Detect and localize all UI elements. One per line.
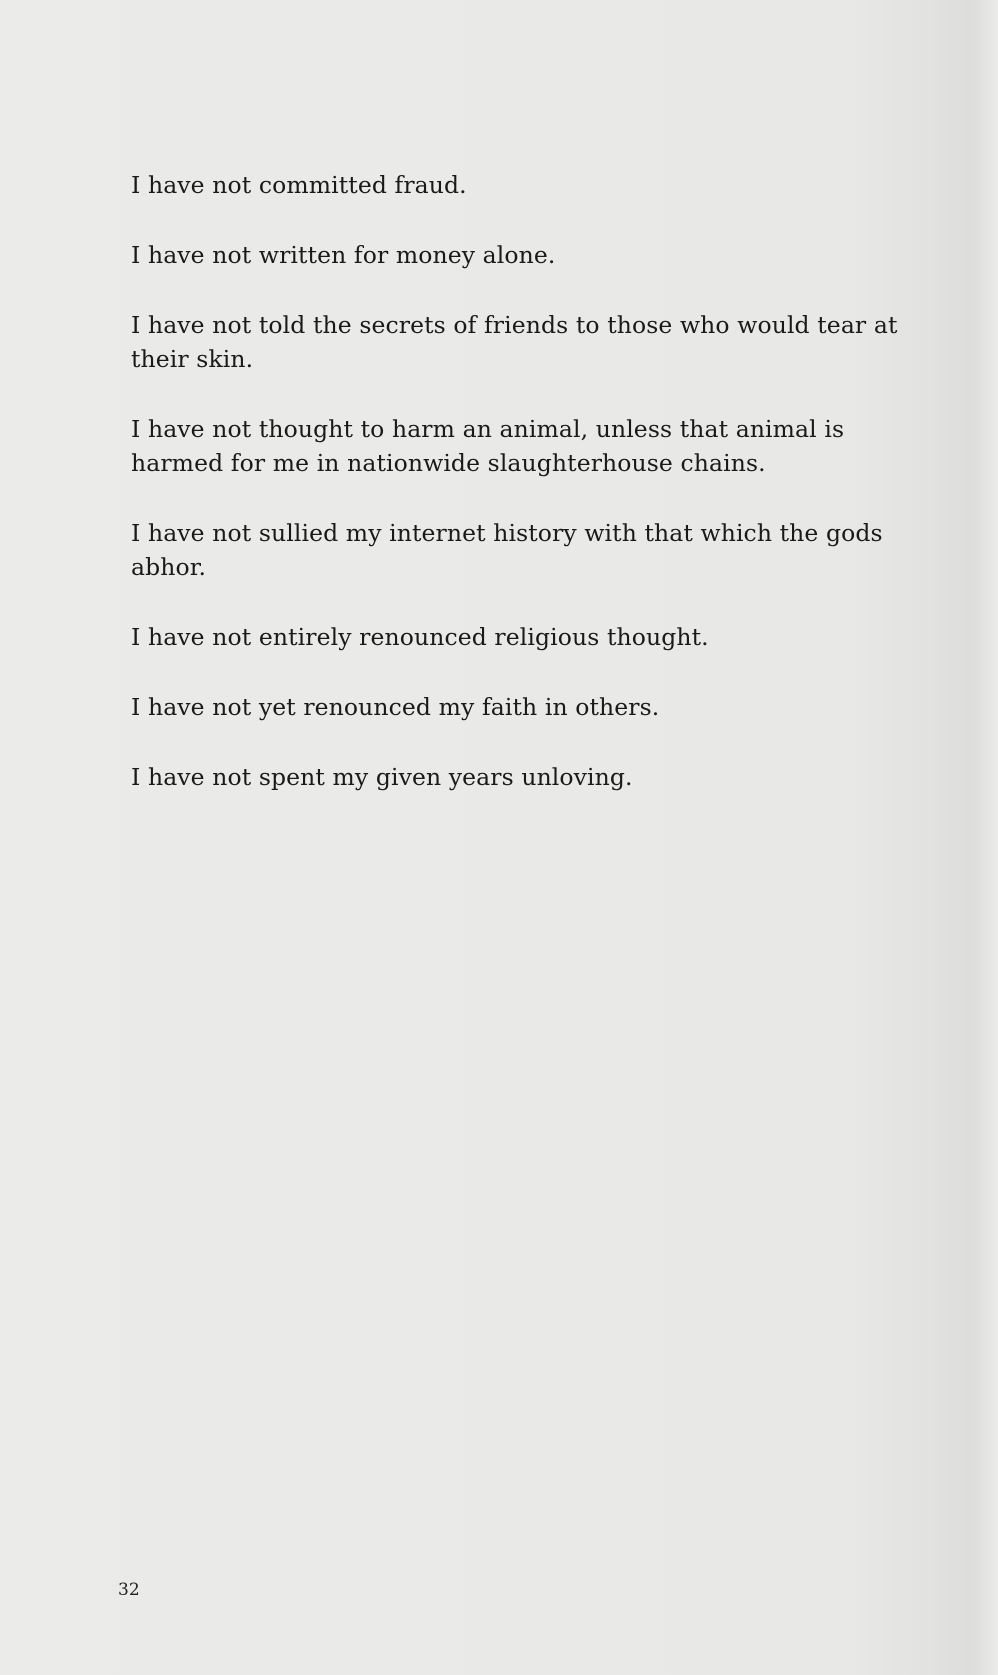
poem-line: I have not told the secrets of friends to those who would tear at their skin. [131, 311, 898, 373]
poem-line: I have not written for money alone. [131, 241, 556, 269]
poem-line: I have not entirely renounced religious thought. [131, 623, 709, 651]
poem-line: I have not spent my given years unloving. [131, 763, 633, 791]
page-number: 32 [118, 1580, 140, 1600]
page-edge-shadow [970, 0, 998, 1675]
poem-line: I have not yet renounced my faith in others. [131, 693, 660, 721]
poem-line: I have not thought to harm an animal, unless that animal is harmed for me in nationwide slaughterhouse chains. [131, 415, 845, 477]
poem-line: I have not sullied my internet history with that which the gods abhor. [131, 519, 883, 581]
poem-text [131, 168, 911, 830]
poem-line: I have not committed fraud. [131, 171, 467, 199]
